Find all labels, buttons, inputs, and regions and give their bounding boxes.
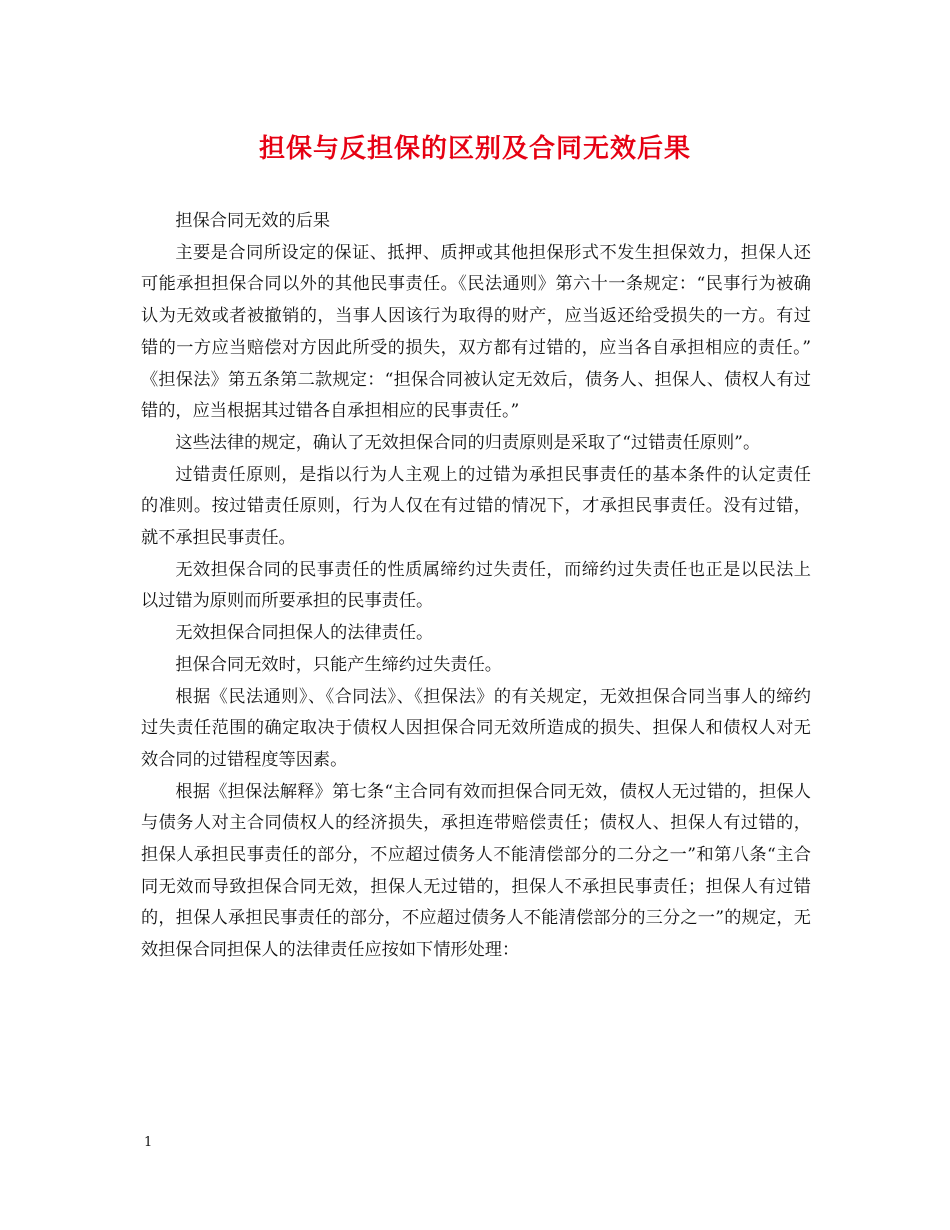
paragraph-guarantor-liability-heading: 无效担保合同担保人的法律责任。 [175,623,434,644]
paragraph-interpretation-articles: 根据《担保法解释》第七条“主合同有效而担保合同无效，债权人无过错的，担保人与债务人对主合同债权人的经济损失，承担连带赔偿责任；债权人、担保人有过错的，担保人承担民事责任的部分，不应超过债务人不能清偿部分的二分之一”和第八条“主合同无效而导致担保合同无效，担保人无过错的，担保人不承担民事责任；担保人有过错的，担保人承担民事责任的部分，不应超过债务人不能清偿部分的三分之一”的规定，无效担保合同担保人的法律责任应按如下情形处理： [141,781,811,961]
page-number: 1 [144,1135,153,1150]
page-title: 担保与反担保的区别及合同无效后果 [258,134,691,164]
paragraph-liability-scope: 根据《民法通则》、《合同法》、《担保法》的有关规定，无效担保合同当事人的缔约过失责任范围的确定取决于债权人因担保合同无效所造成的损失、担保人和债权人对无效合同的过错程度等因素。 [141,686,811,770]
paragraph-contracting-fault: 无效担保合同的民事责任的性质属缔约过失责任，而缔约过失责任也正是以民法上以过错为原则而所要承担的民事责任。 [141,559,811,612]
paragraph-civil-law-quote: 主要是合同所设定的保证、抵押、质押或其他担保形式不发生担保效力，担保人还可能承担担保合同以外的其他民事责任。《民法通则》第六十一条规定：“民事行为被确认为无效或者被撤销的，当事人因该行为取得的财产，应当返还给受损失的一方。有过错的一方应当赔偿对方因此所受的损失，双方都有过错的，应当各自承担相应的责任。” 《担保法》第五条第二款规定：“担保合同被认定无效后，债务人、担保人、债权人有过错的，应当根据其过错各自承担相应的民事责任。” [141,242,846,422]
paragraph-contracting-fault-only: 担保合同无效时，只能产生缔约过失责任。 [175,654,502,675]
paragraph-heading-consequences: 担保合同无效的后果 [175,211,331,231]
document-body [141,206,846,967]
paragraph-fault-principle-definition: 过错责任原则，是指以行为人主观上的过错为承担民事责任的基本条件的认定责任的准则。按过错责任原则，行为人仅在有过错的情况下，才承担民事责任。没有过错，就不承担民事责任。 [141,464,811,549]
paragraph-fault-principle-intro: 这些法律的规定，确认了无效担保合同的归责原则是采取了“过错责任原则”。 [175,432,761,453]
